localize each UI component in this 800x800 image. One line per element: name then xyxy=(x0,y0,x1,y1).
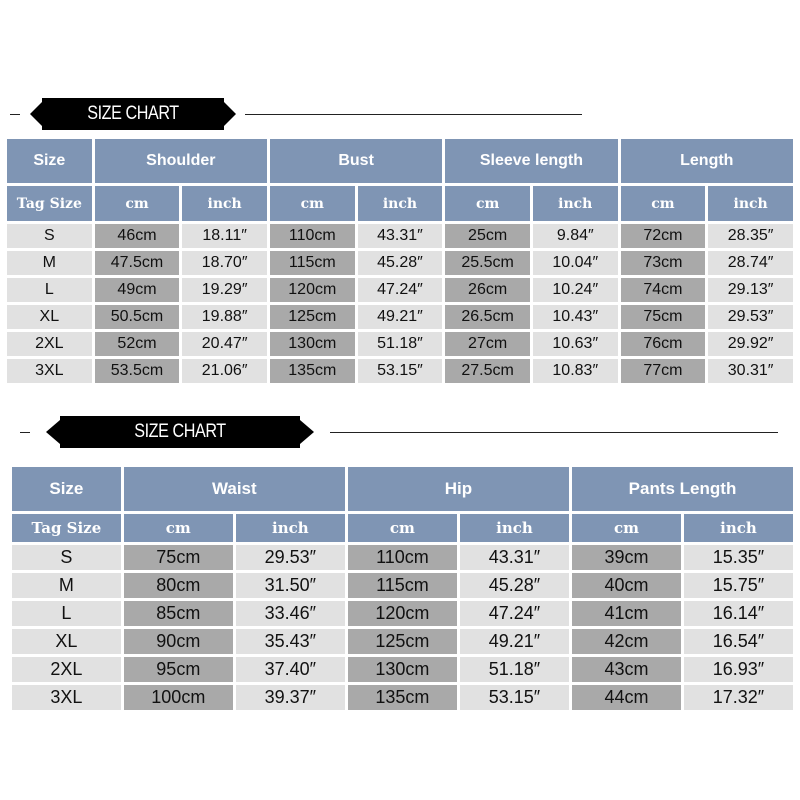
size-cell: 3XL xyxy=(12,685,121,710)
cm-cell: 115cm xyxy=(270,251,355,275)
size-cell: 2XL xyxy=(12,657,121,682)
table-row xyxy=(7,278,793,302)
inch-cell: 10.63″ xyxy=(533,332,618,356)
size-chart-banner-top xyxy=(0,98,800,134)
inch-cell: 19.88″ xyxy=(182,305,267,329)
inch-cell: 33.46″ xyxy=(236,601,345,626)
table-row xyxy=(12,573,793,598)
cm-cell: 43cm xyxy=(572,657,681,682)
size-cell: 2XL xyxy=(7,332,92,356)
cm-cell: 40cm xyxy=(572,573,681,598)
table-row xyxy=(12,629,793,654)
table-row xyxy=(7,332,793,356)
table-row xyxy=(12,685,793,710)
inch-cell: 47.24″ xyxy=(358,278,443,302)
cm-cell: 125cm xyxy=(270,305,355,329)
inch-cell: 45.28″ xyxy=(358,251,443,275)
inch-cell: 29.92″ xyxy=(708,332,793,356)
sub-header-inch: inch xyxy=(358,186,443,221)
cm-cell: 95cm xyxy=(124,657,233,682)
inch-cell: 18.70″ xyxy=(182,251,267,275)
cm-cell: 47.5cm xyxy=(95,251,180,275)
inch-cell: 47.24″ xyxy=(460,601,569,626)
inch-cell: 29.13″ xyxy=(708,278,793,302)
inch-cell: 16.14″ xyxy=(684,601,793,626)
sub-header-row xyxy=(7,186,793,221)
cm-cell: 49cm xyxy=(95,278,180,302)
inch-cell: 18.11″ xyxy=(182,224,267,248)
cm-cell: 42cm xyxy=(572,629,681,654)
inch-cell: 28.35″ xyxy=(708,224,793,248)
inch-cell: 49.21″ xyxy=(358,305,443,329)
table-row xyxy=(12,545,793,570)
inch-cell: 21.06″ xyxy=(182,359,267,383)
sub-header-inch: inch xyxy=(182,186,267,221)
bottom-size-table xyxy=(9,464,796,713)
cm-cell: 26.5cm xyxy=(445,305,530,329)
sub-header-cm: cm xyxy=(270,186,355,221)
cm-cell: 39cm xyxy=(572,545,681,570)
inch-cell: 15.35″ xyxy=(684,545,793,570)
cm-cell: 52cm xyxy=(95,332,180,356)
inch-cell: 10.24″ xyxy=(533,278,618,302)
size-cell: S xyxy=(7,224,92,248)
inch-cell: 10.04″ xyxy=(533,251,618,275)
banner-title: SIZE CHART xyxy=(134,421,226,442)
header-length: Length xyxy=(621,139,793,183)
cm-cell: 125cm xyxy=(348,629,457,654)
inch-cell: 10.43″ xyxy=(533,305,618,329)
size-cell: S xyxy=(12,545,121,570)
inch-cell: 30.31″ xyxy=(708,359,793,383)
inch-cell: 43.31″ xyxy=(460,545,569,570)
sub-header-cm: cm xyxy=(348,514,457,542)
cm-cell: 27.5cm xyxy=(445,359,530,383)
banner-title: SIZE CHART xyxy=(87,103,179,124)
cm-cell: 135cm xyxy=(270,359,355,383)
sub-header-inch: inch xyxy=(236,514,345,542)
inch-cell: 35.43″ xyxy=(236,629,345,654)
header-waist: Waist xyxy=(124,467,345,511)
size-cell: M xyxy=(12,573,121,598)
banner-rule xyxy=(245,114,582,115)
cm-cell: 26cm xyxy=(445,278,530,302)
inch-cell: 19.29″ xyxy=(182,278,267,302)
inch-cell: 53.15″ xyxy=(460,685,569,710)
banner-dash xyxy=(10,114,20,115)
inch-cell: 45.28″ xyxy=(460,573,569,598)
table-row xyxy=(12,657,793,682)
cm-cell: 120cm xyxy=(348,601,457,626)
cm-cell: 115cm xyxy=(348,573,457,598)
cm-cell: 75cm xyxy=(124,545,233,570)
header-shoulder: Shoulder xyxy=(95,139,267,183)
inch-cell: 37.40″ xyxy=(236,657,345,682)
size-cell: XL xyxy=(12,629,121,654)
inch-cell: 10.83″ xyxy=(533,359,618,383)
header-row xyxy=(7,139,793,183)
banner-rule xyxy=(330,432,778,433)
sub-header-cm: cm xyxy=(621,186,706,221)
size-cell: M xyxy=(7,251,92,275)
inch-cell: 39.37″ xyxy=(236,685,345,710)
inch-cell: 29.53″ xyxy=(708,305,793,329)
cm-cell: 100cm xyxy=(124,685,233,710)
cm-cell: 50.5cm xyxy=(95,305,180,329)
cm-cell: 25cm xyxy=(445,224,530,248)
inch-cell: 16.93″ xyxy=(684,657,793,682)
sub-header-cm: cm xyxy=(445,186,530,221)
cm-cell: 72cm xyxy=(621,224,706,248)
cm-cell: 80cm xyxy=(124,573,233,598)
sub-header-row xyxy=(12,514,793,542)
sub-header-tag-size: Tag Size xyxy=(7,186,92,221)
table-row xyxy=(7,359,793,383)
sub-header-tag-size: Tag Size xyxy=(12,514,121,542)
table-row xyxy=(7,251,793,275)
cm-cell: 27cm xyxy=(445,332,530,356)
ribbon-shape xyxy=(30,98,236,130)
inch-cell: 51.18″ xyxy=(358,332,443,356)
size-chart-banner-bottom xyxy=(0,416,800,452)
cm-cell: 74cm xyxy=(621,278,706,302)
inch-cell: 9.84″ xyxy=(533,224,618,248)
cm-cell: 77cm xyxy=(621,359,706,383)
cm-cell: 41cm xyxy=(572,601,681,626)
cm-cell: 135cm xyxy=(348,685,457,710)
inch-cell: 31.50″ xyxy=(236,573,345,598)
ribbon-shape xyxy=(46,416,314,448)
inch-cell: 20.47″ xyxy=(182,332,267,356)
cm-cell: 44cm xyxy=(572,685,681,710)
header-bust: Bust xyxy=(270,139,442,183)
cm-cell: 76cm xyxy=(621,332,706,356)
inch-cell: 16.54″ xyxy=(684,629,793,654)
cm-cell: 73cm xyxy=(621,251,706,275)
inch-cell: 49.21″ xyxy=(460,629,569,654)
size-cell: L xyxy=(7,278,92,302)
table-row xyxy=(7,305,793,329)
inch-cell: 43.31″ xyxy=(358,224,443,248)
cm-cell: 130cm xyxy=(270,332,355,356)
header-hip: Hip xyxy=(348,467,569,511)
cm-cell: 110cm xyxy=(270,224,355,248)
banner-dash xyxy=(20,432,30,433)
sub-header-inch: inch xyxy=(460,514,569,542)
cm-cell: 130cm xyxy=(348,657,457,682)
header-size: Size xyxy=(7,139,92,183)
table-row xyxy=(7,224,793,248)
cm-cell: 53.5cm xyxy=(95,359,180,383)
inch-cell: 15.75″ xyxy=(684,573,793,598)
inch-cell: 51.18″ xyxy=(460,657,569,682)
inch-cell: 17.32″ xyxy=(684,685,793,710)
sub-header-cm: cm xyxy=(124,514,233,542)
table-row xyxy=(12,601,793,626)
cm-cell: 110cm xyxy=(348,545,457,570)
sub-header-cm: cm xyxy=(572,514,681,542)
size-cell: XL xyxy=(7,305,92,329)
top-size-table xyxy=(4,136,796,386)
inch-cell: 53.15″ xyxy=(358,359,443,383)
sub-header-cm: cm xyxy=(95,186,180,221)
cm-cell: 46cm xyxy=(95,224,180,248)
size-cell: 3XL xyxy=(7,359,92,383)
sub-header-inch: inch xyxy=(533,186,618,221)
header-pants-length: Pants Length xyxy=(572,467,793,511)
sub-header-inch: inch xyxy=(708,186,793,221)
inch-cell: 28.74″ xyxy=(708,251,793,275)
cm-cell: 85cm xyxy=(124,601,233,626)
size-cell: L xyxy=(12,601,121,626)
inch-cell: 29.53″ xyxy=(236,545,345,570)
header-sleeve-length: Sleeve length xyxy=(445,139,617,183)
sub-header-inch: inch xyxy=(684,514,793,542)
cm-cell: 90cm xyxy=(124,629,233,654)
header-size: Size xyxy=(12,467,121,511)
cm-cell: 25.5cm xyxy=(445,251,530,275)
cm-cell: 120cm xyxy=(270,278,355,302)
header-row xyxy=(12,467,793,511)
cm-cell: 75cm xyxy=(621,305,706,329)
